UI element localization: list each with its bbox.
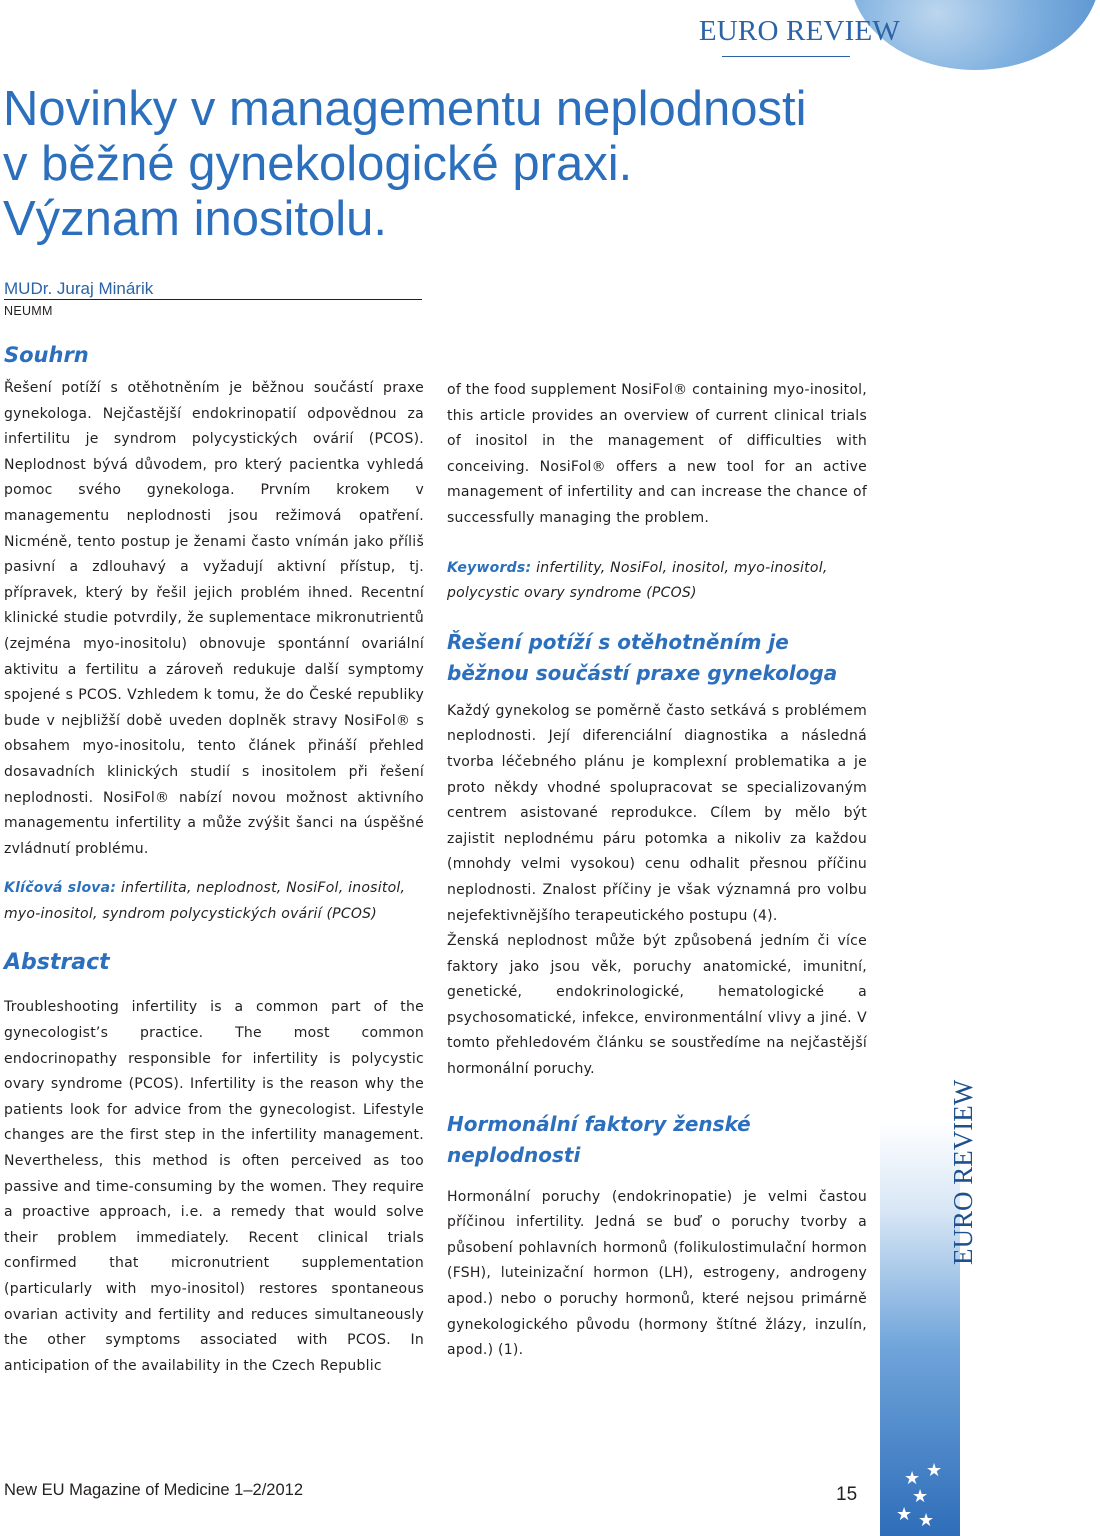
star-icon: ★ — [918, 1510, 935, 1531]
article-title — [3, 82, 833, 247]
author-name: MUDr. Juraj Minárik — [4, 279, 154, 298]
left-column — [4, 340, 424, 1379]
masthead: EURO REVIEW — [698, 15, 900, 47]
author-affiliation: NEUMM — [4, 304, 53, 318]
keywords-en-label: Keywords: — [447, 559, 532, 576]
abstract-continued: of the food supplement NosiFol® containing myo-inositol, this article provides an overview of current clinical trials of inositol in the management of difficulties with conceiving. NosiFol® offers a new tool for an active management of infertility and can increase the chance of successfully managing the problem. — [447, 382, 867, 526]
magazine-footer: New EU Magazine of Medicine 1–2/2012 — [4, 1481, 304, 1499]
star-icon: ★ — [904, 1468, 921, 1489]
masthead-rule — [722, 56, 850, 57]
author-rule — [4, 299, 422, 300]
summary-text: Řešení potíží s otěhotněním je běžnou součástí praxe gynekologa. Nejčastější endokrinopatií odpovědnou za infertilitu je syndrom polycystických ovárií (PCOS). Neplodnost bývá důvodem, pro který pacientka vyhledá pomoc svého gynekologa. Prvním krokem v managementu neplodnosti jsou režimová opatření. Nicméně, tento postup je ženami často vnímán jako příliš pasivní a zdlouhavý a vyžadují aktivní přístup, tj. přípravek, který by řešil jejich problém ihned. Recentní klinické studie potvrdily, že suplementace mikronutrientů (zejména myo-inositolu) obnovuje spontánní ovariální aktivitu a fertilitu a zároveň redukuje další symptomy spojené s PCOS. Vzhledem k tomu, že do České republiky bude v nejbližší době uveden doplněk stravy NosiFol® s obsahem myo-inositolu, tento článek přináší přehled dosavadních klinických studií s inositolem při řešení neplodnosti. NosiFol® nabízí novou možnost aktivního managementu infertility a může zvýšit šanci na úspěšné zvládnutí problému. — [4, 380, 424, 857]
right-column — [447, 378, 867, 1364]
page-number: 15 — [836, 1484, 858, 1505]
title-line-2: v běžné gynekologické praxi. — [3, 137, 633, 191]
section-heading-2: Hormonální faktory ženské neplodnosti — [447, 1111, 751, 1167]
keywords-cz-text: infertilita, neplodnost, NosiFol, inositol, myo-inositol, syndrom polycystických ovárií (PCOS) — [4, 880, 406, 922]
star-icon: ★ — [926, 1460, 943, 1481]
star-icon: ★ — [912, 1486, 929, 1507]
section-1-paragraph-2: Ženská neplodnost může být způsobená jedním či více faktory jako jsou věk, poruchy anatomické, imunitní, genetické, endokrinologické, hematologické a psychosomatické, infekce, environmentální vlivy a jiné. V tomto přehledovém článku se soustředíme na nejčastější hormonální poruchy. — [447, 933, 867, 1078]
keywords-en — [447, 556, 867, 607]
keywords-cz-label: Klíčová slova: — [4, 880, 117, 897]
keywords-en-text: infertility, NosiFol, inositol, myo-inositol, polycystic ovary syndrome (PCOS) — [447, 559, 828, 602]
keywords-cz — [4, 876, 424, 927]
star-icon: ★ — [896, 1504, 913, 1525]
summary-heading: Souhrn — [4, 343, 89, 367]
abstract-text: Troubleshooting infertility is a common part of the gynecologist’s practice. The most common endocrinopathy responsible for infertility is polycystic ovary syndrome (PCOS). Infertility is the reason why the patients look for advice from the gynecologist. Lifestyle changes are the first step in the infertility management. Nevertheless, this method is often perceived as too passive and time-consuming by the women. They require a proactive approach, i.e. a remedy that would solve their problem immediately. Recent clinical trials confirmed that micronutrient supplementation (particularly with myo-inositol) restores spontaneous ovarian activity and fertility and reduces simultaneously the other symptoms associated with PCOS. In anticipation of the availability in the Czech Republic — [4, 999, 424, 1374]
section-1-paragraph-1: Každý gynekolog se poměrně často setkává s problémem neplodnosti. Její diferenciální diagnostika a následná tvorba léčebného plánu je komplexní problematika a je proto někdy vhodné spolupracovat se specializovaným centrem asistované reprodukce. Cílem by mělo být zajistit neplodnému páru potomka a nikoliv za každou (mnohdy velmi vysokou) cenu odhalit přesnou příčinu neplodnosti. Znalost příčiny je však významná pro volbu nejefektivnějšího terapeutického postupu (4). — [447, 702, 867, 924]
title-line-3: Význam inositolu. — [3, 192, 388, 246]
section-heading-1: Řešení potíží s otěhotněním je běžnou součástí praxe gynekologa — [447, 629, 838, 685]
title-line-1: Novinky v managementu neplodnosti — [3, 82, 807, 136]
abstract-heading: Abstract — [4, 950, 110, 976]
side-label: EURO REVIEW — [948, 1079, 978, 1265]
section-2-paragraph-1: Hormonální poruchy (endokrinopatie) je velmi častou příčinou infertility. Jedná se buď o poruchy tvorby a působení pohlavních hormonů (folikulostimulační hormon (FSH), luteinizační hormon (LH), estrogeny, androgeny apod.) nebo o poruchy hormonů, které nejsou primárně gynekologického původu (hormony štítné žlázy, inzulín, apod.) (1). — [447, 1188, 867, 1359]
